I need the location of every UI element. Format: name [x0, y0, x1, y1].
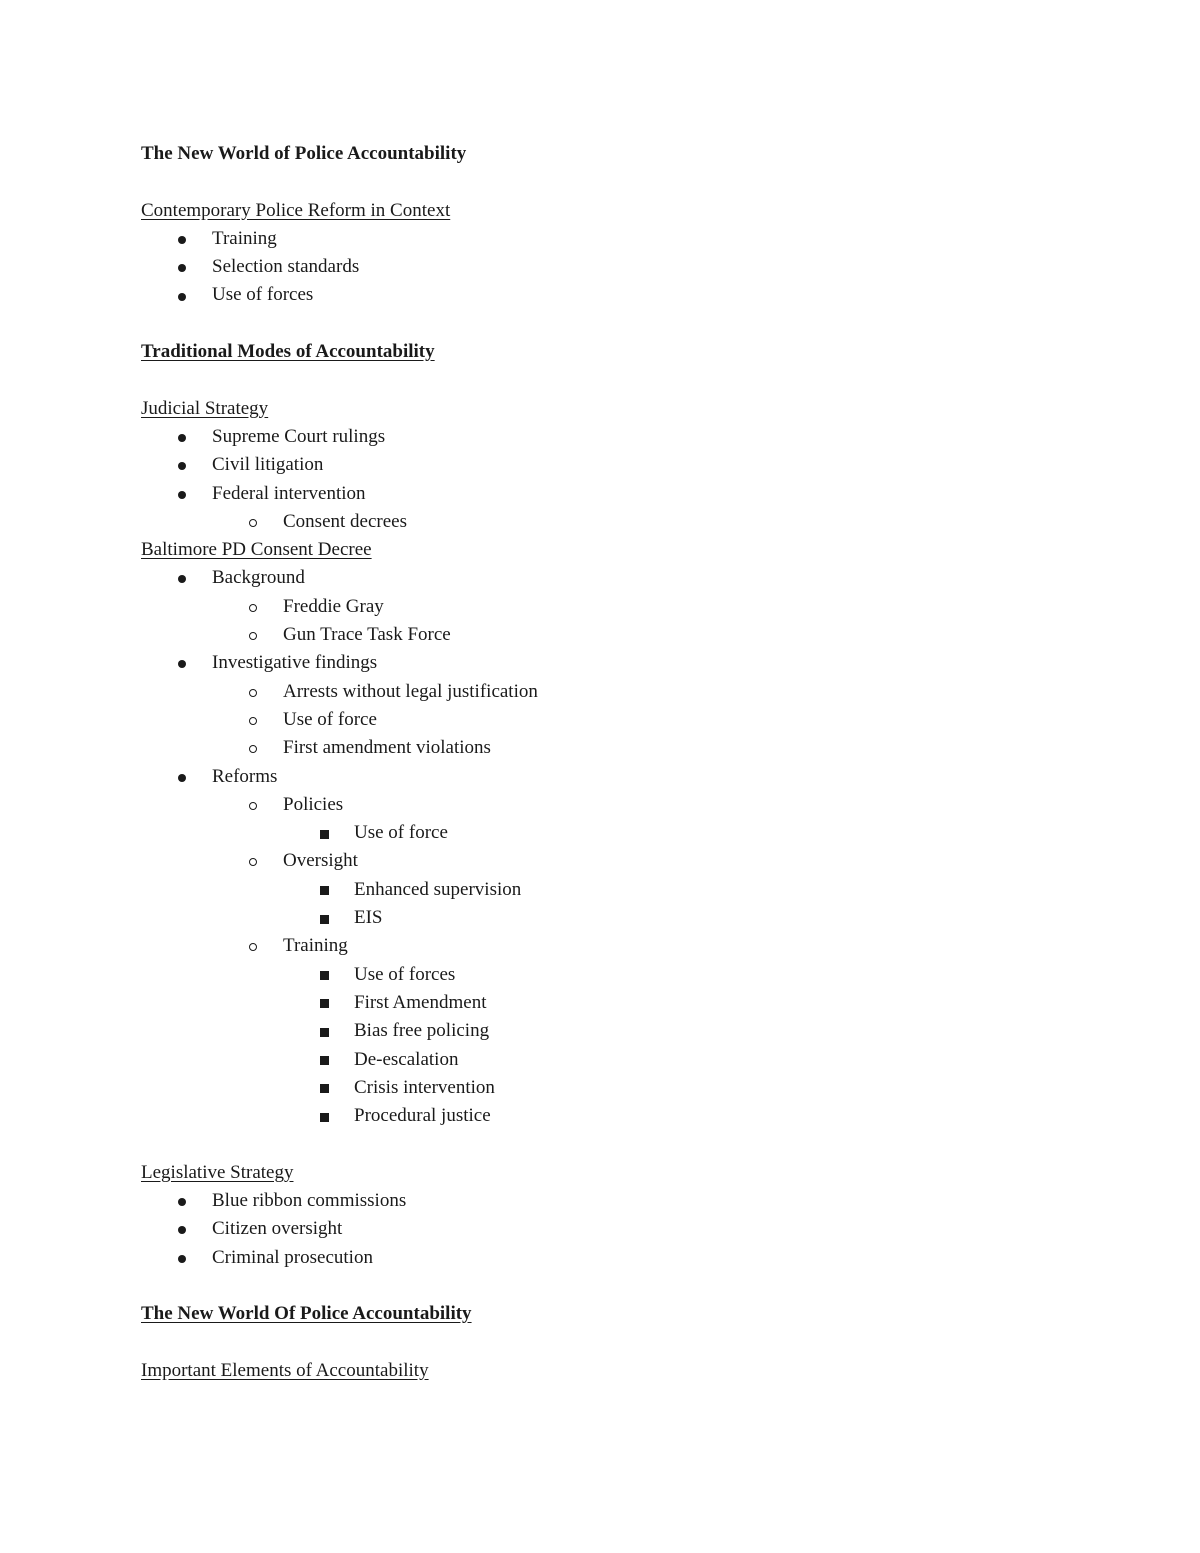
list-item: Reforms: [141, 763, 1041, 791]
list-item: First Amendment: [141, 989, 1041, 1017]
blank-line: [141, 1130, 1041, 1158]
section-heading-legislative-strategy: Legislative Strategy: [141, 1161, 294, 1183]
list-item: Crisis intervention: [141, 1074, 1041, 1102]
hollow-bullet-icon: [243, 791, 263, 819]
list-item: Supreme Court rulings: [141, 423, 1041, 451]
bullet-icon: [172, 649, 192, 677]
list-item: Arrests without legal justification: [141, 678, 1041, 706]
section-heading-traditional-modes: Traditional Modes of Accountability: [141, 341, 435, 363]
list-item: Policies: [141, 791, 1041, 819]
square-bullet-icon: [314, 1102, 334, 1130]
square-bullet-icon: [314, 904, 334, 932]
list-item: Consent decrees: [141, 508, 1041, 536]
hollow-bullet-icon: [243, 621, 263, 649]
square-bullet-icon: [314, 1046, 334, 1074]
bullet-icon: [172, 1215, 192, 1243]
list-item: Training: [141, 225, 1041, 253]
list-item: First amendment violations: [141, 734, 1041, 762]
blank-line: [141, 1328, 1041, 1356]
hollow-bullet-icon: [243, 932, 263, 960]
list-item: De-escalation: [141, 1046, 1041, 1074]
hollow-bullet-icon: [243, 593, 263, 621]
square-bullet-icon: [314, 819, 334, 847]
bullet-icon: [172, 281, 192, 309]
list-item: Civil litigation: [141, 451, 1041, 479]
document-page: [141, 140, 1041, 1385]
bullet-icon: [172, 564, 192, 592]
list-item: Training: [141, 932, 1041, 960]
square-bullet-icon: [314, 961, 334, 989]
hollow-bullet-icon: [243, 847, 263, 875]
list-item: Use of forces: [141, 281, 1041, 309]
list-item: Use of force: [141, 819, 1041, 847]
section-heading-new-world: The New World Of Police Accountability: [141, 1303, 472, 1325]
list-item: Blue ribbon commissions: [141, 1187, 1041, 1215]
blank-line: [141, 310, 1041, 338]
section-heading-baltimore-consent-decree: Baltimore PD Consent Decree: [141, 539, 372, 561]
bullet-icon: [172, 1244, 192, 1272]
blank-line: [141, 168, 1041, 196]
bullet-icon: [172, 480, 192, 508]
blank-line: [141, 1272, 1041, 1300]
list-item: Citizen oversight: [141, 1215, 1041, 1243]
bullet-icon: [172, 423, 192, 451]
list-item: Selection standards: [141, 253, 1041, 281]
list-item: Use of force: [141, 706, 1041, 734]
bullet-icon: [172, 763, 192, 791]
list-item: Freddie Gray: [141, 593, 1041, 621]
list-item: Investigative findings: [141, 649, 1041, 677]
hollow-bullet-icon: [243, 734, 263, 762]
square-bullet-icon: [314, 989, 334, 1017]
square-bullet-icon: [314, 876, 334, 904]
list-item: Background: [141, 564, 1041, 592]
square-bullet-icon: [314, 1074, 334, 1102]
bullet-icon: [172, 225, 192, 253]
square-bullet-icon: [314, 1017, 334, 1045]
list-item: Criminal prosecution: [141, 1244, 1041, 1272]
section-heading-contemporary-reform: Contemporary Police Reform in Context: [141, 199, 451, 221]
list-item: Federal intervention: [141, 480, 1041, 508]
bullet-icon: [172, 253, 192, 281]
list-item: Use of forces: [141, 961, 1041, 989]
hollow-bullet-icon: [243, 678, 263, 706]
list-item: Bias free policing: [141, 1017, 1041, 1045]
bullet-icon: [172, 451, 192, 479]
list-item: Oversight: [141, 847, 1041, 875]
section-heading-judicial-strategy: Judicial Strategy: [141, 397, 269, 419]
hollow-bullet-icon: [243, 706, 263, 734]
list-item: Procedural justice: [141, 1102, 1041, 1130]
list-item: Gun Trace Task Force: [141, 621, 1041, 649]
hollow-bullet-icon: [243, 508, 263, 536]
bullet-icon: [172, 1187, 192, 1215]
section-heading-important-elements: Important Elements of Accountability: [141, 1359, 429, 1381]
document-title: The New World of Police Accountability: [141, 143, 467, 164]
list-item: EIS: [141, 904, 1041, 932]
blank-line: [141, 366, 1041, 394]
list-item: Enhanced supervision: [141, 876, 1041, 904]
